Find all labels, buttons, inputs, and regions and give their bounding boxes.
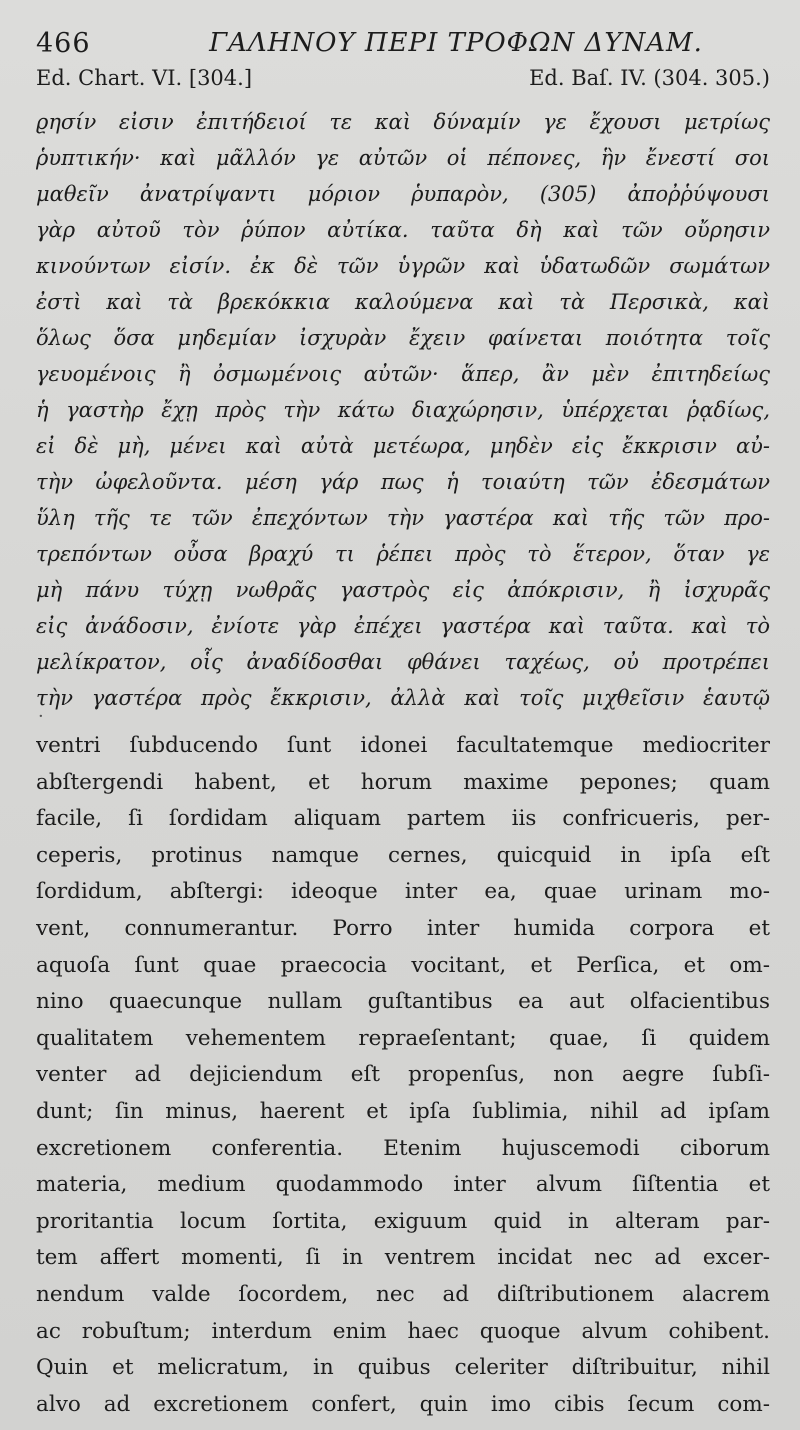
- greek-line: κινούντων εἰσίν. ἐκ δὲ τῶν ὑγρῶν καὶ ὑδατωδῶν σωμάτων: [36, 254, 770, 278]
- edition-references: [36, 66, 770, 98]
- section-divider-mark: ·: [38, 706, 44, 727]
- greek-line: τρεπόντων οὖσα βραχύ τι ῥέπει πρὸς τὸ ἕτερον, ὅταν γε: [36, 542, 770, 566]
- latin-line: tem affert momenti, ſi in ventrem incidat nec ad excer-: [36, 1245, 770, 1271]
- greek-line: ἐστὶ καὶ τὰ βρεκόκκια καλούμενα καὶ τὰ Περσικὰ, καὶ: [36, 290, 770, 314]
- greek-line: γευομένοις ἢ ὀσμωμένοις αὐτῶν· ἅπερ, ἂν μὲν ἐπιτηδείως: [36, 362, 770, 386]
- latin-line: aquoſa ſunt quae praecocia vocitant, et Perſica, et om-: [36, 952, 770, 978]
- edition-basel: Ed. Baſ. IV. (304. 305.): [529, 66, 770, 90]
- latin-text-block: [36, 728, 770, 1423]
- greek-line: μὴ πάνυ τύχῃ νωθρᾶς γαστρὸς εἰς ἀπόκρισιν, ἢ ἰσχυρᾶς: [36, 578, 770, 602]
- greek-line: μαθεῖν ἀνατρίψαντι μόριον ῥυπαρὸν, (305) ἀποῤῥύψουσι: [36, 182, 770, 206]
- latin-line: alvo ad excretionem confert, quin imo cibis ſecum com-: [36, 1391, 770, 1417]
- latin-line: nino quaecunque nullam guſtantibus ea aut olfacientibus: [36, 989, 770, 1015]
- latin-line: facile, ſi ſordidam aliquam partem iis confricueris, per-: [36, 806, 770, 832]
- greek-line: ἡ γαστὴρ ἔχῃ πρὸς τὴν κάτω διαχώρησιν, ὑπέρχεται ῥᾳδίως,: [36, 398, 770, 422]
- latin-line: abſtergendi habent, et horum maxime pepones; quam: [36, 769, 770, 795]
- greek-line: εἰ δὲ μὴ, μένει καὶ αὐτὰ μετέωρα, μηδὲν εἰς ἔκκρισιν αὐ-: [36, 434, 770, 458]
- latin-line: qualitatem vehementem repraeſentant; quae, ſi quidem: [36, 1025, 770, 1051]
- greek-line: ὅλως ὅσα μηδεμίαν ἰσχυρὰν ἔχειν φαίνεται ποιότητα τοῖς: [36, 326, 770, 350]
- running-head: [36, 28, 764, 64]
- latin-line: dunt; ſin minus, haerent et ipſa ſublimia, nihil ad ipſam: [36, 1098, 770, 1124]
- latin-line: excretionem conferentia. Etenim hujuscemodi ciborum: [36, 1135, 770, 1161]
- latin-line: materia, medium quodammodo inter alvum ſiſtentia et: [36, 1172, 770, 1198]
- latin-line: vent, connumerantur. Porro inter humida corpora et: [36, 915, 770, 941]
- greek-text-block: [36, 104, 770, 716]
- greek-line: ϱησίν εἰσιν ἐπιτήδειοί τε καὶ δύναμίν γε ἔχουσι μετρίως: [36, 110, 770, 134]
- greek-line: τὴν γαστέρα πρὸς ἔκκρισιν, ἀλλὰ καὶ τοῖς μιχθεῖσιν ἑαυτῷ: [36, 686, 770, 710]
- greek-line: γὰρ αὐτοῦ τὸν ῥύπον αὐτίκα. ταῦτα δὴ καὶ τῶν οὔρησιν: [36, 218, 770, 242]
- latin-line: proritantia locum ſortita, exiguum quid in alteram par-: [36, 1208, 770, 1234]
- edition-chartier: Ed. Chart. VI. [304.]: [36, 66, 253, 90]
- latin-line: ſordidum, abſtergi: ideoque inter ea, quae urinam mo-: [36, 879, 770, 905]
- greek-line: ὕλη τῆς τε τῶν ἐπεχόντων τὴν γαστέρα καὶ τῆς τῶν προ-: [36, 506, 770, 530]
- latin-line: ac robuſtum; interdum enim haec quoque alvum cohibent.: [36, 1318, 770, 1344]
- greek-line: εἰς ἀνάδοσιν, ἐνίοτε γὰρ ἐπέχει γαστέρα καὶ ταῦτα. καὶ τὸ: [36, 614, 770, 638]
- latin-line: nendum valde ſocordem, nec ad diſtributionem alacrem: [36, 1281, 770, 1307]
- greek-line: ῥυπτικήν· καὶ μᾶλλόν γε αὐτῶν οἱ πέπονες, ἣν ἔνεστί σοι: [36, 146, 770, 170]
- latin-line: Quin et melicratum, in quibus celeriter diſtribuitur, nihil: [36, 1355, 770, 1381]
- latin-line: venter ad dejiciendum eſt propenſus, non aegre ſubſi-: [36, 1062, 770, 1088]
- latin-line: ceperis, protinus namque cernes, quicquid in ipſa eſt: [36, 842, 770, 868]
- running-title: ΓΑΛΗΝΟΥ ΠΕΡΙ ΤΡΟΦΩΝ ΔΥΝΑΜ.: [209, 28, 703, 58]
- greek-line: τὴν ὠφελοῦντα. μέση γάρ πως ἡ τοιαύτη τῶν ἐδεσμάτων: [36, 470, 770, 494]
- page-number: 466: [36, 28, 91, 59]
- latin-line: ventri ſubducendo ſunt idonei facultatemque mediocriter: [36, 733, 770, 758]
- greek-line: μελίκρατον, οἷς ἀναδίδοσθαι φθάνει ταχέως, οὐ προτρέπει: [36, 650, 770, 674]
